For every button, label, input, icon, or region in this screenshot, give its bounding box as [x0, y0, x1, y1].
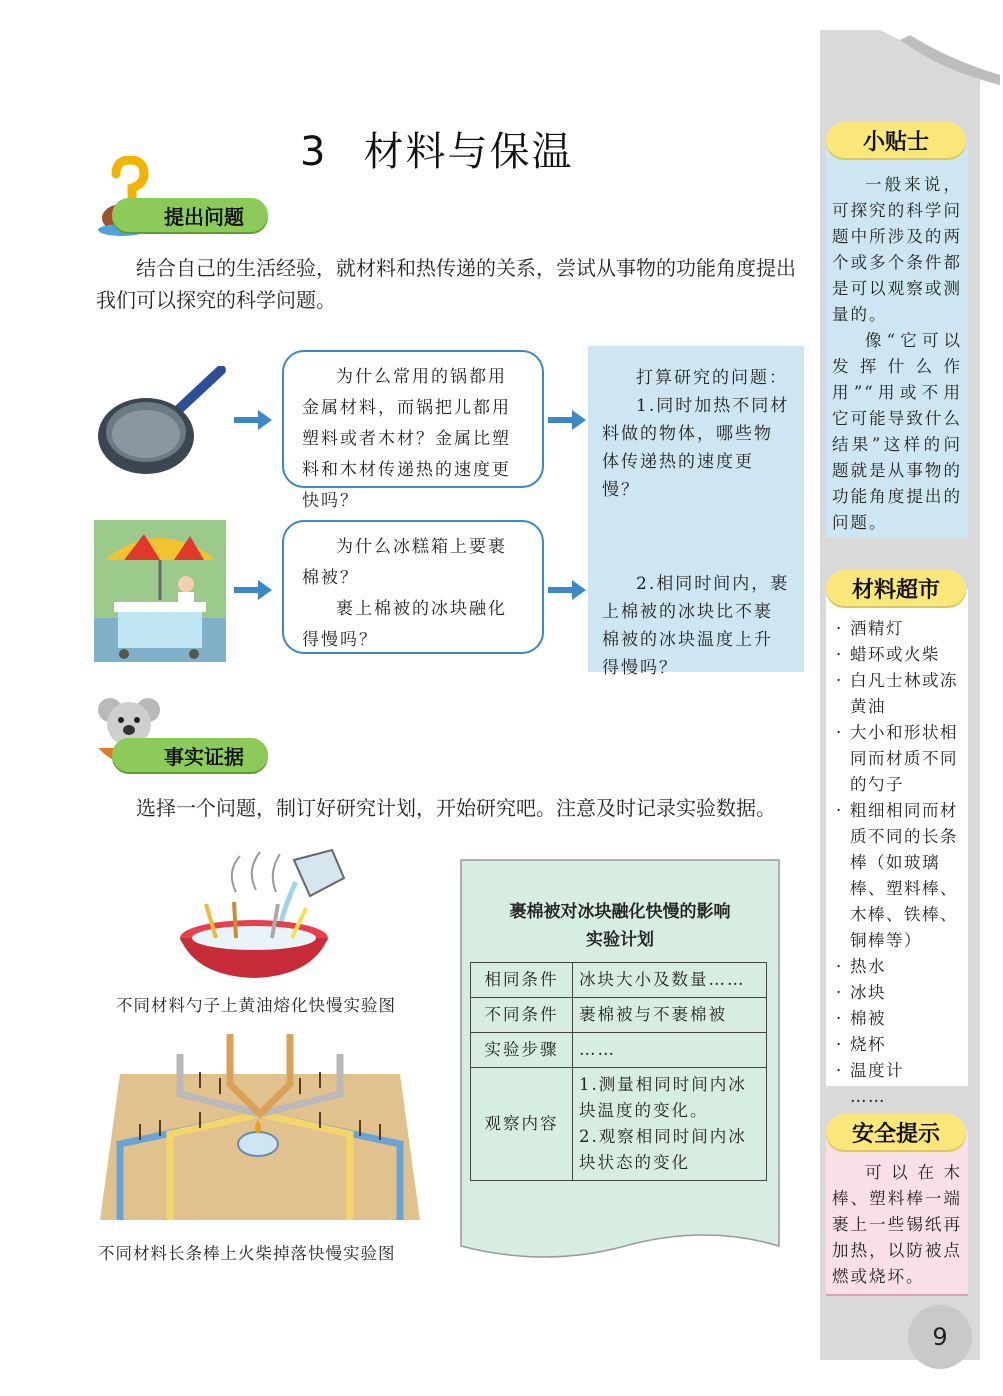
question-icebox-line1: 为什么冰糕箱上要裹棉被？ [302, 537, 507, 588]
plan-sheet-title [455, 898, 785, 954]
arrow-right-icon [548, 578, 588, 602]
table-row [471, 963, 767, 998]
arrow-right-icon [548, 408, 588, 432]
frying-pan-image [96, 366, 226, 480]
material-item: · 蜡环或火柴 [830, 642, 964, 668]
material-item: · 棉被 [830, 1006, 964, 1032]
question-pan-text: 为什么常用的锅都用金属材料，而锅把儿都用塑料或者木材？金属比塑料和木材传递热的速度更快吗？ [302, 367, 511, 511]
material-item: · 大小和形状相同而材质不同的勺子 [830, 720, 964, 798]
table-cell-value: 冰块大小及数量…… [573, 963, 767, 998]
experiment-plan-table [470, 962, 767, 1181]
material-list-ellipsis: …… [850, 1087, 886, 1106]
butter-spoon-bowl-image [176, 842, 356, 982]
material-item: · 冰块 [830, 980, 964, 1006]
table-cell-value [573, 1068, 767, 1181]
table-cell-key: 实验步骤 [471, 1033, 573, 1068]
lesson-number: 3 [300, 129, 328, 175]
planned-questions-heading: 打算研究的问题： [636, 368, 788, 388]
question-bubble-pan [282, 350, 544, 511]
safety-box [826, 1130, 968, 1296]
material-item: · 烧杯 [830, 1032, 964, 1058]
lesson-title: 材料与保温 [363, 129, 574, 175]
material-market-title: 材料超市 [826, 570, 966, 606]
plan-sheet-title-line2: 实验计划 [586, 930, 654, 950]
rods-matches-image [100, 1024, 420, 1224]
material-item: · 温度计 [830, 1058, 964, 1084]
section-header-evidence: 事实证据 [112, 738, 268, 772]
caption-butter-experiment: 不同材料勺子上黄油熔化快慢实验图 [116, 996, 396, 1015]
evidence-intro: 选择一个问题，制订好研究计划，开始研究吧。注意及时记录实验数据。 [136, 796, 776, 820]
observation-item-2: 2.观察相同时间内冰块状态的变化 [579, 1127, 747, 1172]
arrow-right-icon [234, 578, 274, 602]
material-item: · 白凡士林或冻黄油 [830, 668, 964, 720]
material-item: · 酒精灯 [830, 616, 964, 642]
ask-intro: 结合自己的生活经验，就材料和热传递的关系，尝试从事物的功能角度提出我们可以探究的科学问题。 [96, 256, 796, 312]
table-row [471, 1033, 767, 1068]
plan-sheet-title-line1: 裹棉被对冰块融化快慢的影响 [509, 902, 731, 922]
section-header-ask: 提出问题 [112, 198, 268, 232]
table-cell-value: 裹棉被与不裹棉被 [573, 998, 767, 1033]
question-bubble-icebox [282, 520, 544, 654]
planned-question-2: 2.相同时间内，裹上棉被的冰块比不裹棉被的冰块温度上升得慢吗？ [602, 574, 790, 678]
tip-paragraph-2: 像“它可以发挥什么作用”“用或不用它可能导致什么结果”这样的问题就是从事物的功能角度提出的问题。 [832, 331, 962, 532]
safety-title: 安全提示 [826, 1114, 966, 1150]
table-row [471, 1068, 767, 1181]
page-number: 9 [908, 1305, 972, 1369]
material-item: · 粗细相同而材质不同的长条棒（如玻璃棒、塑料棒、木棒、铁棒、铜棒等） [830, 798, 964, 954]
safety-text: 可以在木棒、塑料棒一端裹上一些锡纸再加热，以防被点燃或烧坏。 [832, 1163, 962, 1286]
page-curl-decoration [880, 30, 1000, 85]
material-list [830, 616, 964, 1084]
material-market-box [826, 590, 968, 1106]
tip-paragraph-1: 一般来说，可探究的科学问题中所涉及的两个或多个条件都是可以观察或测量的。 [832, 175, 962, 324]
page-title [300, 120, 573, 177]
table-cell-key: 观察内容 [471, 1068, 573, 1181]
table-cell-key: 相同条件 [471, 963, 573, 998]
table-row [471, 998, 767, 1033]
ice-cream-stand-image [94, 520, 226, 662]
tip-title: 小贴士 [826, 122, 966, 158]
tip-box [826, 140, 968, 538]
arrow-right-icon [234, 408, 274, 432]
observation-item-1: 1.测量相同时间内冰块温度的变化。 [579, 1075, 747, 1120]
table-cell-value: …… [573, 1033, 767, 1068]
planned-question-1: 1.同时加热不同材料做的物体，哪些物体传递热的速度更慢？ [602, 396, 790, 500]
planned-questions-box [588, 346, 804, 678]
caption-matches-experiment: 不同材料长条棒上火柴掉落快慢实验图 [98, 1244, 396, 1263]
table-cell-key: 不同条件 [471, 998, 573, 1033]
question-icebox-line2: 裹上棉被的冰块融化得慢吗？ [302, 599, 507, 650]
material-item: · 热水 [830, 954, 964, 980]
